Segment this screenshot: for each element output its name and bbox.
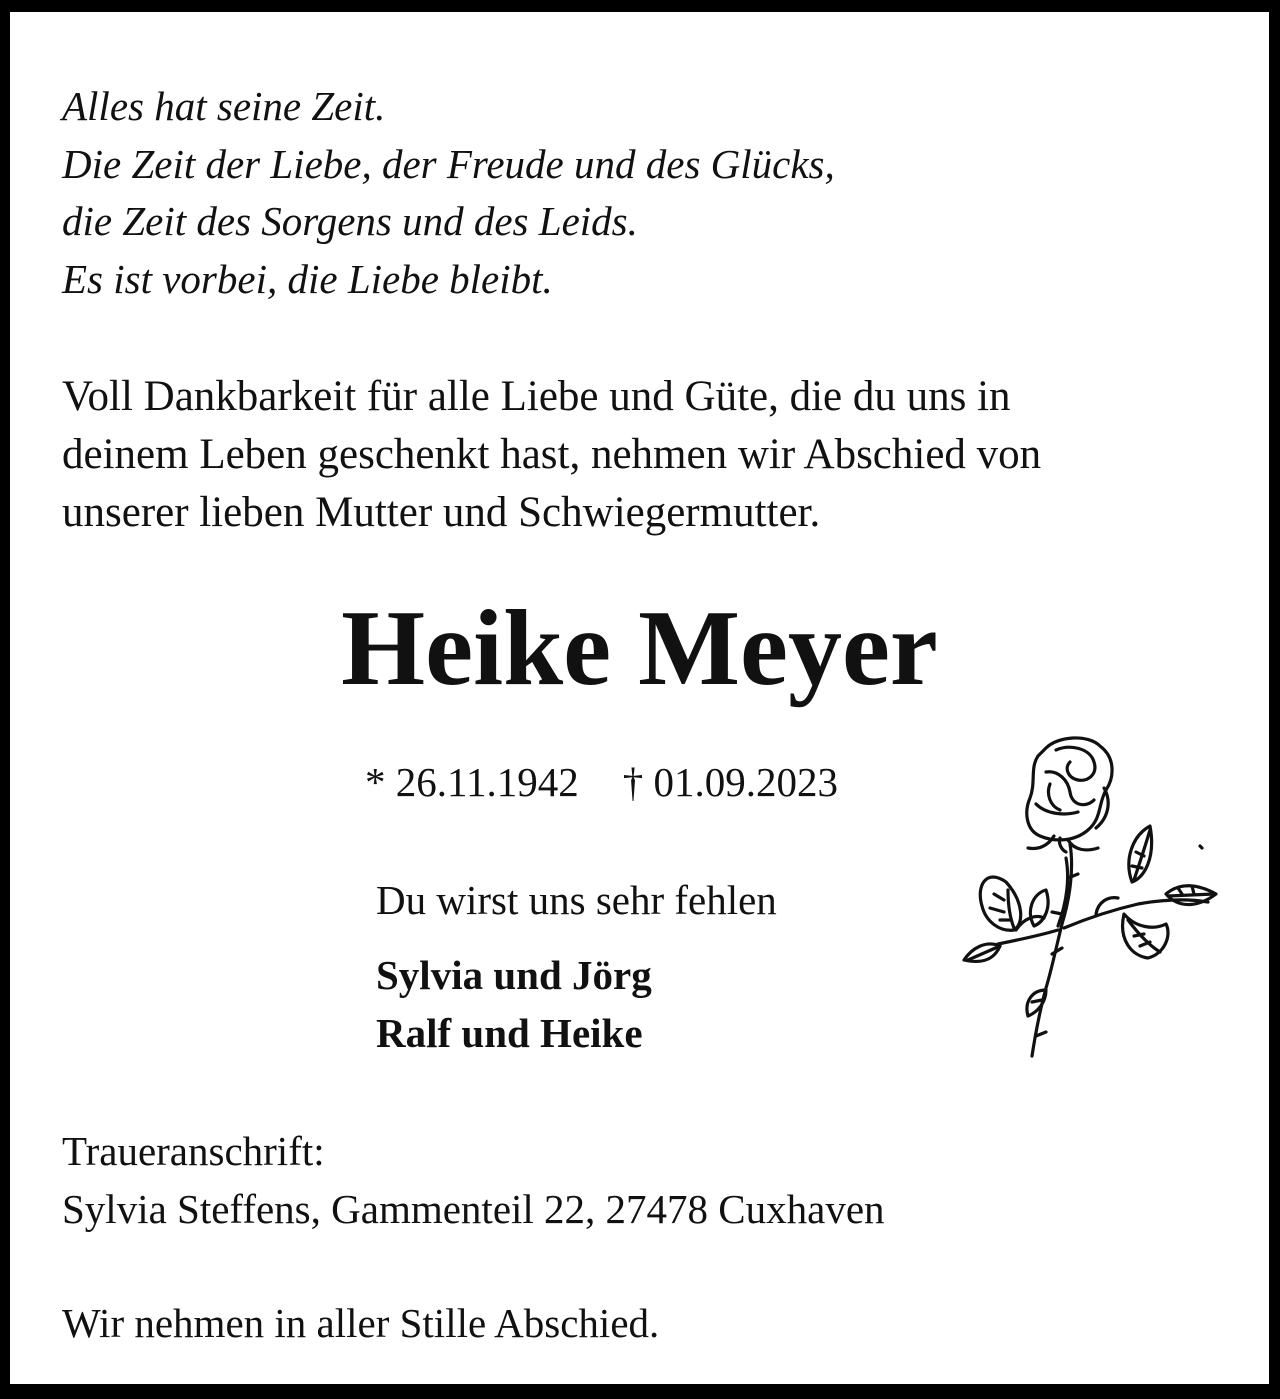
deceased-name: Heike Meyer (341, 589, 938, 708)
rose-icon (928, 718, 1228, 1083)
closing-text: Wir nehmen in aller Stille Abschied. (62, 1300, 660, 1346)
condolence-address (62, 1122, 885, 1238)
death-date: † 01.09.2023 (622, 759, 838, 805)
signer: Sylvia und Jörg (376, 952, 652, 998)
poem (62, 78, 835, 308)
poem-line: Die Zeit der Liebe, der Freude und des Glücks, (62, 140, 835, 187)
poem-line: die Zeit des Sorgens und des Leids. (62, 198, 638, 244)
poem-line: Alles hat seine Zeit. (62, 83, 386, 129)
birth-date: * 26.11.1942 (365, 759, 579, 805)
poem-line: Es ist vorbei, die Liebe bleibt. (62, 255, 553, 302)
signer: Ralf und Heike (376, 1010, 643, 1056)
farewell-text: Du wirst uns sehr fehlen (376, 877, 777, 923)
address-value: Sylvia Steffens, Gammenteil 22, 27478 Cuxhaven (62, 1186, 885, 1232)
intro-line: Voll Dankbarkeit für alle Liebe und Güte, die du uns in (62, 373, 1011, 420)
intro-text (62, 368, 1222, 542)
signers (376, 946, 652, 1062)
intro-line: deinem Leben geschenkt hast, nehmen wir Abschied von (62, 431, 1042, 478)
obituary-notice (10, 12, 1269, 1384)
address-label: Traueranschrift: (62, 1128, 325, 1174)
life-dates (365, 754, 838, 810)
intro-line: unserer lieben Mutter und Schwiegermutter. (62, 489, 821, 536)
